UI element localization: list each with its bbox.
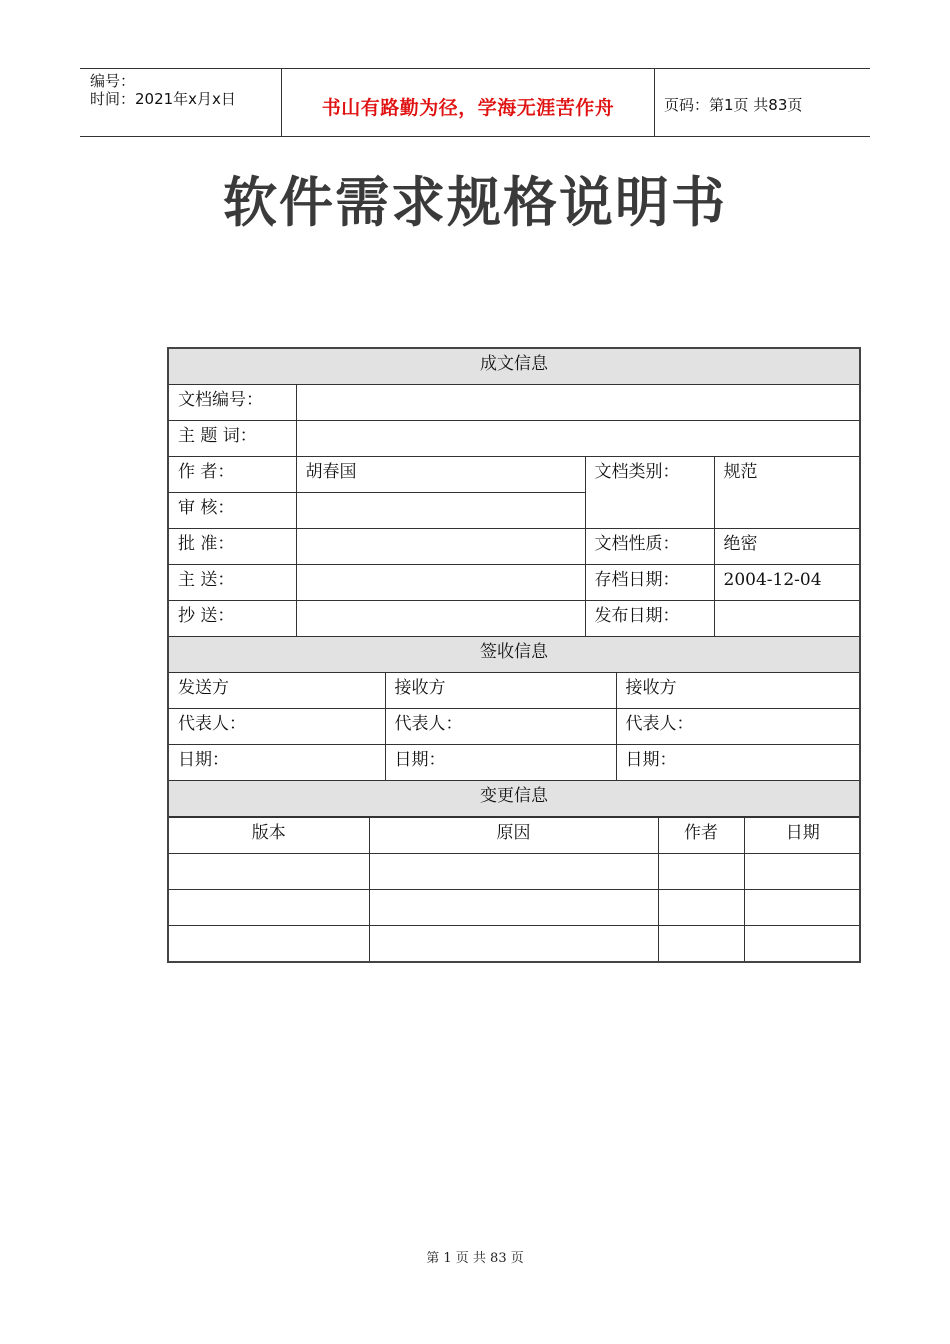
receipt-col-sender: 发送方: [168, 673, 385, 709]
receipt-rep-receiver-1: 代表人：: [385, 709, 616, 745]
change-table-cell: [168, 817, 860, 963]
page-footer: 第 1 页 共 83 页: [426, 1251, 524, 1266]
doc-number-value: [296, 385, 860, 421]
author-value: 胡春国: [296, 457, 585, 493]
approver-value: [296, 529, 585, 565]
archive-date-field-label: 存档日期：: [585, 565, 714, 601]
change-header-reason: 原因: [369, 818, 658, 854]
header-page-cell: [654, 69, 870, 136]
change-cell: [744, 890, 861, 926]
change-header-date: 日期: [744, 818, 861, 854]
subject-field-label: 主 题 词：: [168, 421, 296, 457]
change-cell: [369, 854, 658, 890]
header-motto: 书山有路勤为径，学海无涯苦作舟: [321, 97, 615, 119]
change-cell: [744, 926, 861, 962]
change-cell: [658, 926, 744, 962]
change-cell: [369, 926, 658, 962]
nature-field-label: 文档性质：: [585, 529, 714, 565]
receipt-rep-sender: 代表人：: [168, 709, 385, 745]
main-send-field-label: 主 送：: [168, 565, 296, 601]
doc-number-label: 编号：: [90, 72, 136, 90]
page-header: [80, 68, 870, 137]
document-title: 软件需求规格说明书: [223, 171, 727, 234]
author-field-label: 作 者：: [168, 457, 296, 493]
category-field-label: 文档类别：: [585, 457, 714, 529]
header-meta: [80, 69, 281, 136]
doc-number-field-label: 文档编号：: [168, 385, 296, 421]
section-change-info: 变更信息: [168, 781, 860, 817]
cc-value: [296, 601, 585, 637]
section-written-info: 成文信息: [168, 348, 860, 385]
receipt-date-receiver-2: 日期：: [616, 745, 860, 781]
reviewer-value: [296, 493, 585, 529]
change-header-author: 作者: [658, 818, 744, 854]
change-cell: [744, 854, 861, 890]
approver-field-label: 批 准：: [168, 529, 296, 565]
archive-date-value: 2004-12-04: [714, 565, 860, 601]
category-value: 规范: [714, 457, 860, 529]
change-header-version: 版本: [169, 818, 369, 854]
change-cell: [169, 890, 369, 926]
receipt-col-receiver-1: 接收方: [385, 673, 616, 709]
change-table: [169, 817, 861, 961]
receipt-rep-receiver-2: 代表人：: [616, 709, 860, 745]
cc-field-label: 抄 送：: [168, 601, 296, 637]
receipt-col-receiver-2: 接收方: [616, 673, 860, 709]
table-row: [169, 926, 861, 962]
receipt-date-receiver-1: 日期：: [385, 745, 616, 781]
release-date-value: [714, 601, 860, 637]
change-cell: [658, 854, 744, 890]
reviewer-field-label: 审 核：: [168, 493, 296, 529]
section-receipt-info: 签收信息: [168, 637, 860, 673]
header-motto-cell: [281, 69, 655, 136]
change-cell: [169, 854, 369, 890]
main-send-value: [296, 565, 585, 601]
release-date-field-label: 发布日期：: [585, 601, 714, 637]
doc-time-label: 时间：2021年x月x日: [90, 90, 236, 108]
table-row: [169, 854, 861, 890]
table-row: [169, 890, 861, 926]
header-page-info: 页码：第1页 共83页: [664, 96, 803, 114]
change-cell: [369, 890, 658, 926]
change-cell: [658, 890, 744, 926]
change-cell: [169, 926, 369, 962]
subject-value: [296, 421, 860, 457]
document-info-table: [167, 347, 861, 963]
nature-value: 绝密: [714, 529, 860, 565]
receipt-date-sender: 日期：: [168, 745, 385, 781]
